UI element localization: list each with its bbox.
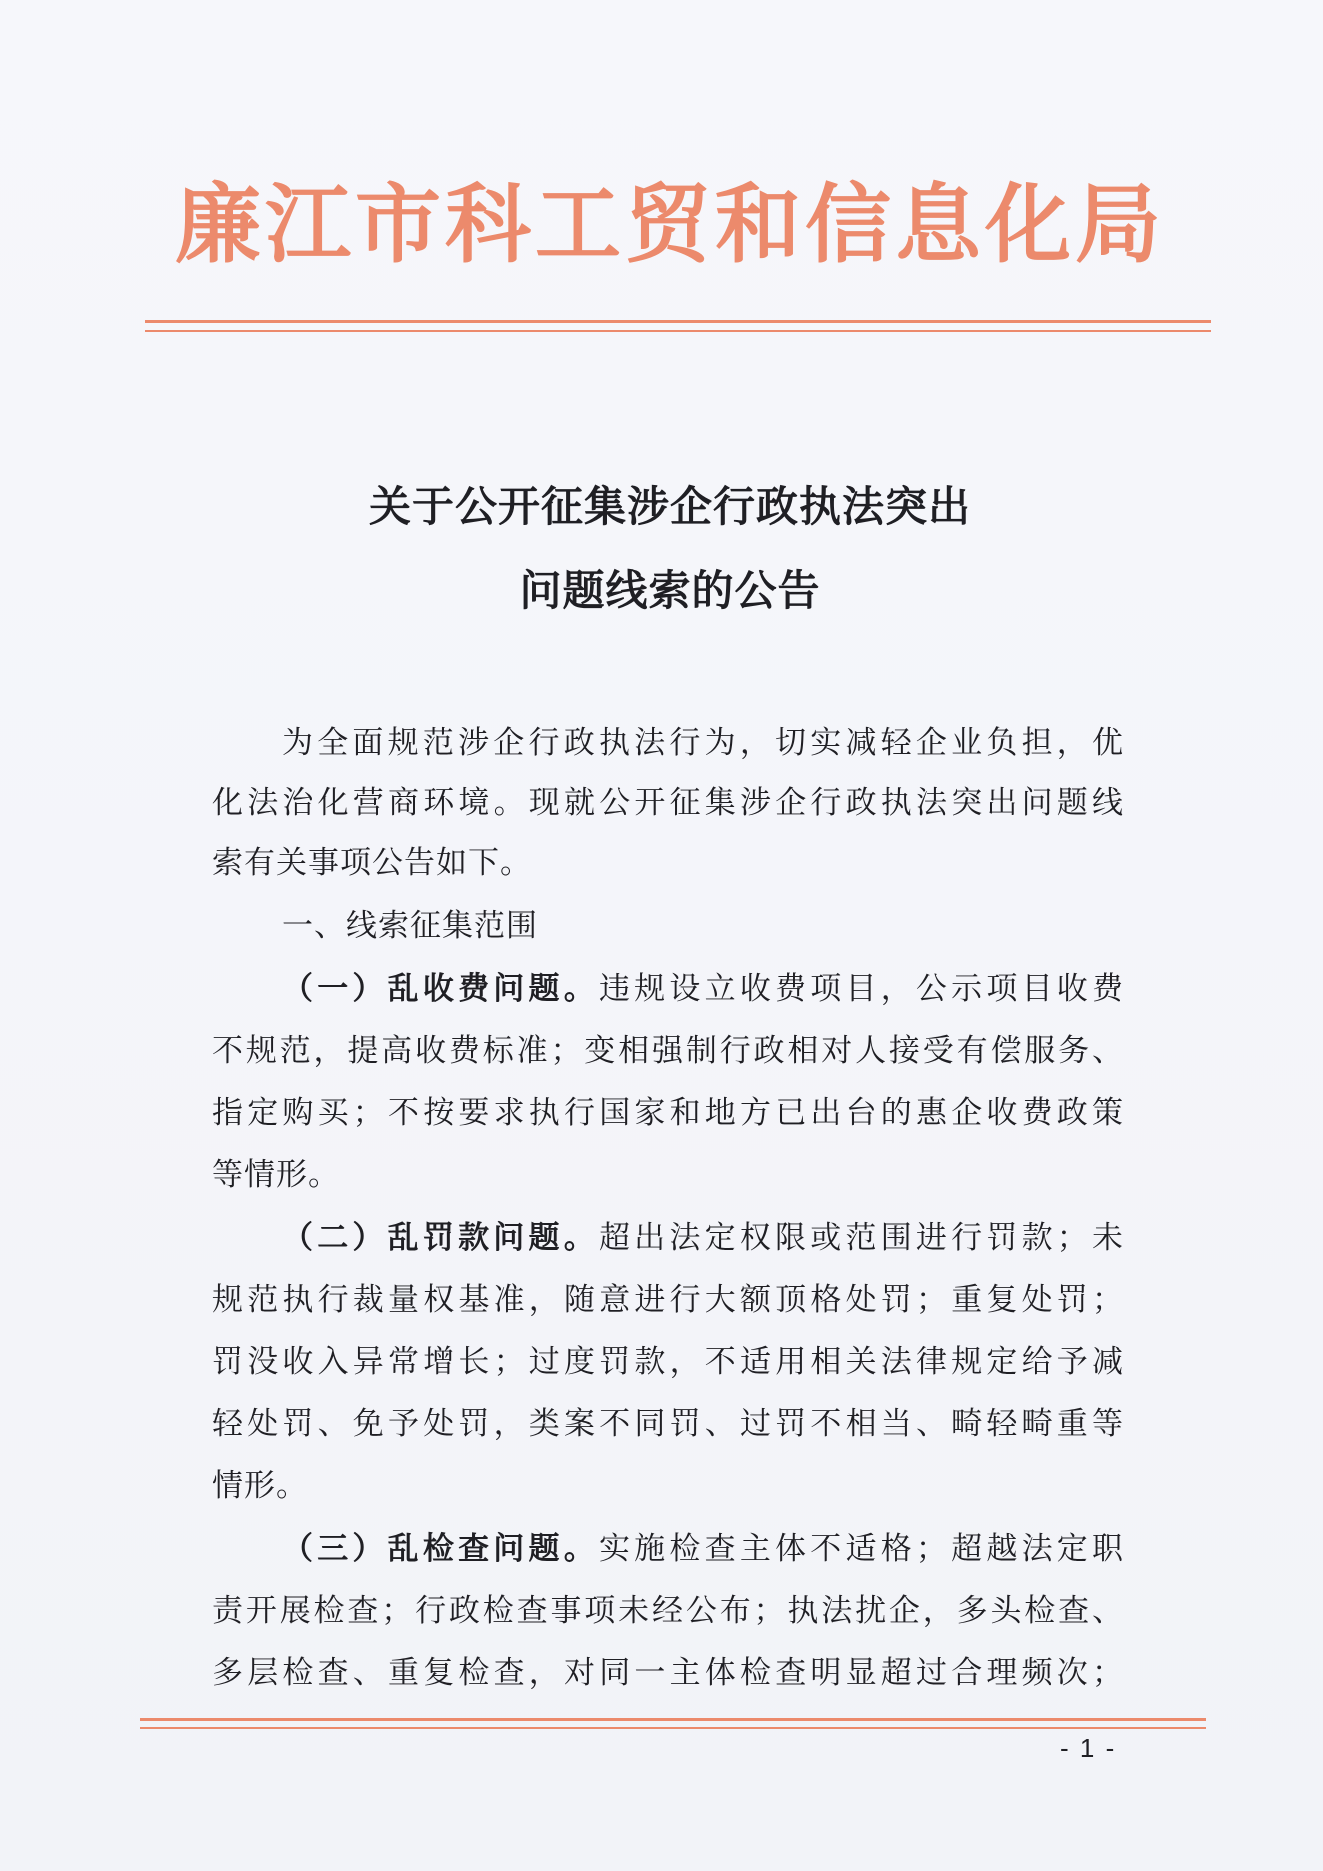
letterhead-rule-thin (145, 330, 1211, 332)
item-2-line-1-text: 超出法定权限或范围进行罚款；未 (598, 1220, 1125, 1256)
document-title-line-1: 关于公开征集涉企行政执法突出 (368, 482, 971, 531)
item-1-line-1 (282, 971, 1125, 1007)
letterhead-title: 廉江市科工贸和信息化局 (175, 174, 1165, 275)
item-2-label: （二）乱罚款问题。 (282, 1220, 599, 1256)
footer-rule-thin (140, 1727, 1206, 1729)
item-3-line-3: 多层检查、重复检查，对同一主体检查明显超过合理频次； (212, 1655, 1124, 1691)
item-3-line-2: 责开展检查；行政检查事项未经公布；执法扰企，多头检查、 (212, 1593, 1124, 1629)
item-2-line-2: 规范执行裁量权基准，随意进行大额顶格处罚；重复处罚； (212, 1282, 1124, 1318)
footer-rule-thick (140, 1718, 1206, 1721)
document-title-line-2: 问题线索的公告 (519, 566, 821, 615)
item-1-line-2: 不规范，提高收费标准；变相强制行政相对人接受有偿服务、 (212, 1033, 1124, 1069)
item-3-line-1 (282, 1531, 1125, 1567)
item-2-line-4: 轻处罚、免予处罚，类案不同罚、过罚不相当、畸轻畸重等 (212, 1406, 1124, 1442)
item-2-line-5: 情形。 (212, 1468, 308, 1504)
intro-line-3: 索有关事项公告如下。 (212, 845, 532, 881)
page-number: - 1 - (1060, 1733, 1117, 1763)
item-2-line-3: 罚没收入异常增长；过度罚款，不适用相关法律规定给予减 (212, 1344, 1124, 1380)
letterhead-rule-thick (145, 320, 1211, 323)
intro-line-2: 化法治化营商环境。现就公开征集涉企行政执法突出问题线 (212, 785, 1124, 821)
item-3-line-1-text: 实施检查主体不适格；超越法定职 (598, 1531, 1125, 1567)
intro-line-1: 为全面规范涉企行政执法行为，切实减轻企业负担，优 (282, 725, 1124, 761)
item-1-line-3: 指定购买；不按要求执行国家和地方已出台的惠企收费政策 (212, 1095, 1124, 1131)
item-1-line-4: 等情形。 (212, 1157, 340, 1193)
item-1-line-1-text: 违规设立收费项目，公示项目收费 (598, 971, 1125, 1007)
item-2-line-1 (282, 1220, 1125, 1256)
item-3-label: （三）乱检查问题。 (282, 1531, 599, 1567)
item-1-label: （一）乱收费问题。 (282, 971, 599, 1007)
section-heading-1: 一、线索征集范围 (282, 908, 538, 944)
